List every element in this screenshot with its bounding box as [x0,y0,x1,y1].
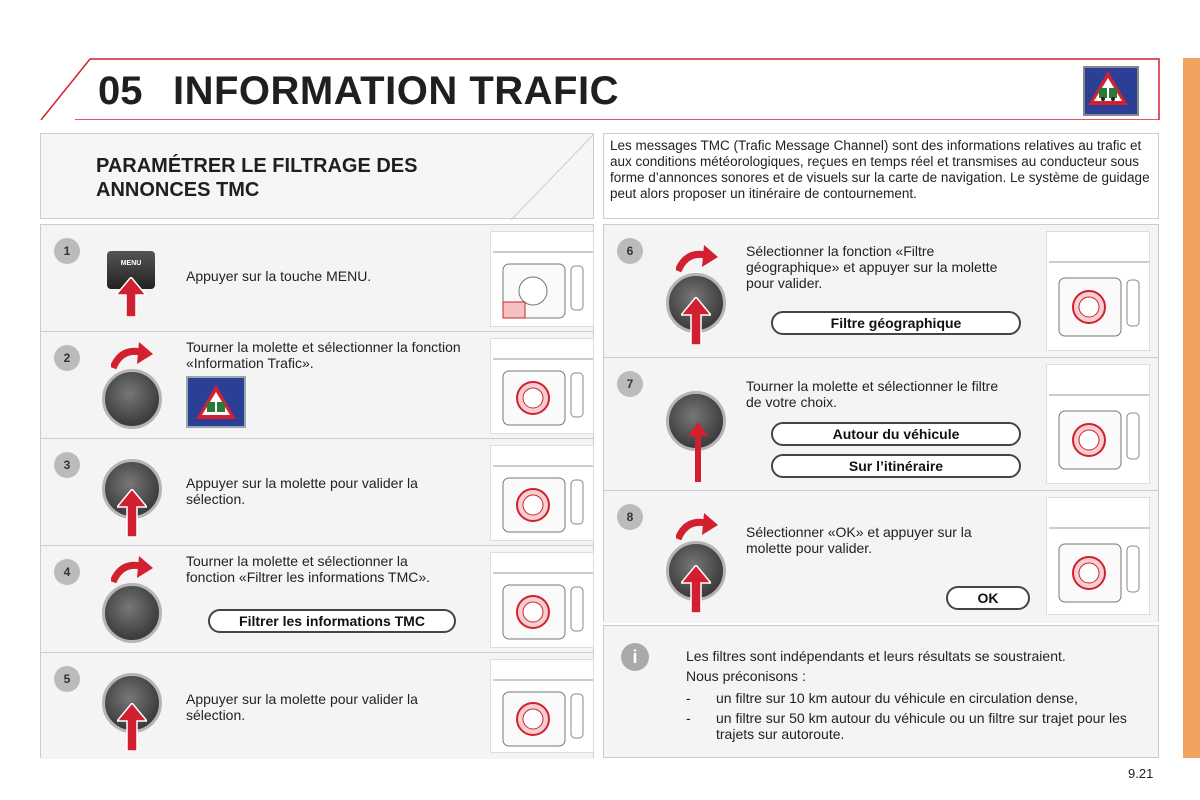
step-number: 4 [54,559,80,585]
step-number: 5 [54,666,80,692]
info-icon: i [621,643,649,671]
page-number: 9.21 [1128,766,1154,781]
step-4 [41,546,593,653]
rotate-arrow-icon [688,422,708,482]
step-number: 8 [617,504,643,530]
control-panel-image [490,231,594,327]
press-arrow-icon [681,297,711,345]
menu-button-image: MENU [107,251,155,289]
press-arrow-icon [117,489,147,537]
step-text: Appuyer sur la molette pour valider la sélection. [186,475,418,507]
step-text: Appuyer sur la molette pour valider la sélection. [186,691,418,723]
control-panel-image [490,659,594,753]
traffic-warning-icon [186,376,246,428]
step-number: 2 [54,345,80,371]
info-paragraph: Nous préconisons : [686,668,806,684]
step-number: 7 [617,371,643,397]
steps-left-column [40,224,594,758]
step-number: 6 [617,238,643,264]
info-box [603,625,1159,758]
list-item: - un filtre sur 10 km autour du véhicule en circulation dense, [686,690,1078,706]
traffic-warning-icon [1083,66,1139,116]
rotate-arrow-icon [111,556,153,584]
step-text: Sélectionner la fonction «Filtre géographique» et appuyer sur la molette pour valider. [746,243,998,291]
press-arrow-icon [116,277,146,317]
step-number: 3 [54,452,80,478]
step-8 [604,491,1158,623]
filter-tmc-option: Filtrer les informations TMC [208,609,456,633]
press-arrow-icon [117,703,147,751]
filtre-geographique-option: Filtre géographique [771,311,1021,335]
control-panel-image [490,445,594,541]
steps-right-column [603,224,1159,622]
step-text: Appuyer sur la touche MENU. [186,268,372,284]
chapter-tab [1183,58,1200,758]
step-text: Tourner la molette et sélectionner la fonction «Filtrer les informations TMC». [186,553,431,585]
rotate-arrow-icon [111,342,153,370]
list-item: - un filtre sur 50 km autour du véhicule ou un filtre sur trajet pour les trajets sur autoroute. [686,710,1127,742]
page-title: INFORMATION TRAFIC [173,69,619,113]
sur-itineraire-option: Sur l’itinéraire [771,454,1021,478]
chapter-number: 05 [98,69,143,113]
press-arrow-icon [681,565,711,613]
section-header [40,133,594,219]
step-text: Tourner la molette et sélectionner le filtre de votre choix. [746,378,999,410]
rotate-arrow-icon [676,245,718,273]
control-panel-image [490,338,594,434]
intro-text: Les messages TMC (Trafic Message Channel) sont des informations relatives au trafic et aux conditions météorologiques, reçues en temps réel et transmises au conducteur sous forme d’annonces sonores et de visuels sur la carte de navigation. Le système de guidage peut alors proposer un itinéraire de contournement. [603,133,1159,219]
rotate-arrow-icon [676,513,718,541]
step-6 [604,225,1158,358]
control-panel-image [490,552,594,648]
control-knob [102,583,162,643]
step-2 [41,332,593,439]
step-5 [41,653,593,759]
step-text: Tourner la molette et sélectionner la fonction «Information Trafic». [186,339,461,371]
control-panel-image [1046,231,1150,351]
chapter-header [40,58,1160,120]
section-title: PARAMÉTRER LE FILTRAGE DES ANNONCES TMC [96,155,418,201]
autour-du-vehicule-option: Autour du véhicule [771,422,1021,446]
info-text [686,646,1146,742]
ok-option: OK [946,586,1030,610]
step-1 [41,225,593,332]
step-7 [604,358,1158,491]
step-text: Sélectionner «OK» et appuyer sur la molette pour valider. [746,524,972,556]
control-panel-image [1046,497,1150,615]
control-knob [102,369,162,429]
step-3 [41,439,593,546]
control-panel-image [1046,364,1150,484]
info-paragraph: Les filtres sont indépendants et leurs résultats se soustraient. [686,648,1066,664]
step-number: 1 [54,238,80,264]
